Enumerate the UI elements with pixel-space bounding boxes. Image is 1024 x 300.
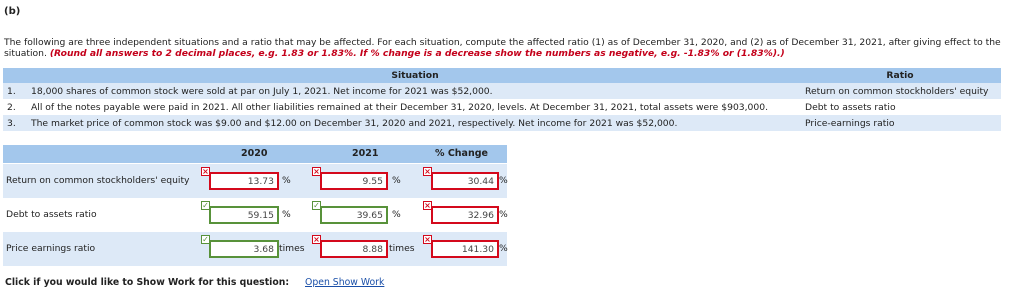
part-label: (b) [4,6,21,17]
check-mark-icon: ✓ [202,235,209,244]
pe-change-input[interactable]: 141.30 [431,240,499,258]
roe-2020-input[interactable]: 13.73 [209,172,279,190]
x-mark-icon: × [424,167,431,176]
unit-label: % [282,175,291,186]
situation-row [3,99,1001,115]
situation-header-num [3,68,31,83]
check-mark-icon: ✓ [202,201,209,210]
situation-number: 3. [3,115,31,131]
pe-2021-input[interactable]: 8.88 [320,240,388,258]
unit-label: % [282,209,291,220]
unit-label: times [279,243,305,254]
row-label: Price earnings ratio [6,243,96,254]
situation-text: 18,000 shares of common stock were sold at par on July 1, 2021. Net income for 2021 was $52,000. [31,83,799,99]
situation-header: Situation [31,68,799,83]
situation-ratio: Return on common stockholders' equity [799,83,1001,99]
unit-label: % [499,243,508,254]
row-label: Return on common stockholders' equity [6,175,190,186]
x-mark-icon: × [424,235,431,244]
situation-row [3,115,1001,131]
x-mark-icon: × [424,201,431,210]
pe-2020-input[interactable]: 3.68 [209,240,279,258]
unit-label: % [499,209,508,220]
check-mark-icon: ✓ [313,201,320,210]
open-show-work-link[interactable]: Open Show Work [305,277,385,288]
unit-label: times [389,243,415,254]
situation-text: The market price of common stock was $9.00 and $12.00 on December 31, 2020 and 2021, respectively. Net income for 2021 was $52,000. [31,115,799,131]
unit-label: % [499,175,508,186]
debt-2021-input[interactable]: 39.65 [320,206,388,224]
unit-label: % [392,175,401,186]
x-mark-icon: × [313,167,320,176]
header-2021: 2021 [352,148,379,159]
situation-ratio: Price-earnings ratio [799,115,1001,131]
answers-grid [3,145,507,265]
situations-table [3,68,1001,131]
situation-row [3,83,1001,99]
instructions-emphasis: (Round all answers to 2 decimal places, e.g. 1.83 or 1.83%. If % change is a decrease show the numbers as negative, e.g. -1.83% or (1.83%).) [49,48,785,59]
header-percent-change: % Change [435,148,488,159]
ratio-header: Ratio [799,68,1001,83]
situation-ratio: Debt to assets ratio [799,99,1001,115]
answers-header-row [3,145,507,163]
instructions-text: The following are three independent situations and a ratio that may be affected. For each situation, compute the affected ratio (1) as of December 31, 2020, and (2) as of December 31, 2021, after giving effect to the situation. [4,37,1001,59]
answer-row-debt-to-assets [3,198,507,232]
roe-change-input[interactable]: 30.44 [431,172,499,190]
answer-row-price-earnings [3,232,507,266]
show-work-text: Click if you would like to Show Work for this question: [5,277,290,288]
situation-number: 1. [3,83,31,99]
row-label: Debt to assets ratio [6,209,97,220]
x-mark-icon: × [202,167,209,176]
answer-row-roe [3,164,507,198]
situations-header-row [3,68,1001,83]
instructions [4,37,1020,59]
unit-label: % [392,209,401,220]
header-2020: 2020 [241,148,268,159]
debt-change-input[interactable]: 32.96 [431,206,499,224]
roe-2021-input[interactable]: 9.55 [320,172,388,190]
situation-text: All of the notes payable were paid in 2021. All other liabilities remained at their December 31, 2020, levels. At December 31, 2021, total assets were $903,000. [31,99,799,115]
x-mark-icon: × [313,235,320,244]
situation-number: 2. [3,99,31,115]
show-work-prompt [5,277,385,288]
debt-2020-input[interactable]: 59.15 [209,206,279,224]
